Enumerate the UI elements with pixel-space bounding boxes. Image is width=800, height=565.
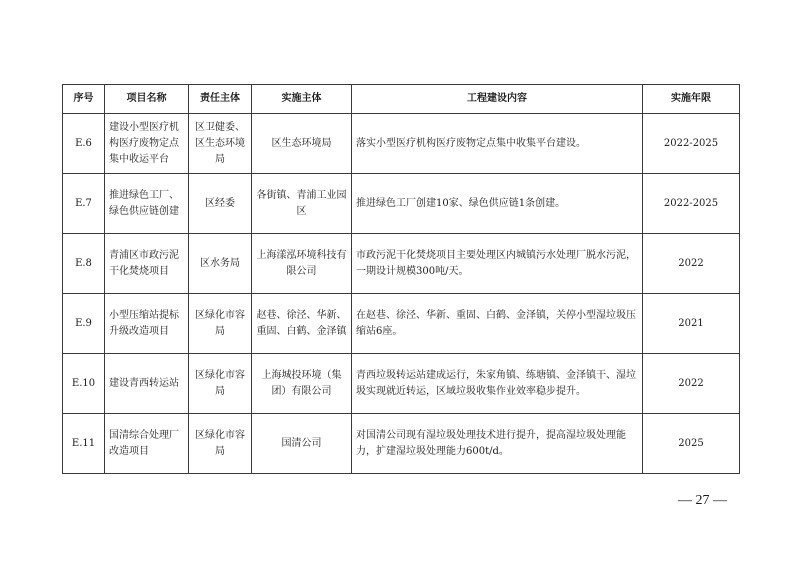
project-table	[62, 84, 740, 474]
cell-project-name: 小型压缩站提标升级改造项目	[105, 294, 189, 354]
cell-period: 2025	[643, 414, 740, 474]
cell-implementer: 国清公司	[252, 414, 352, 474]
cell-responsible: 区水务局	[189, 234, 252, 294]
table-header-row	[63, 85, 740, 114]
cell-responsible: 区卫健委、区生态环境局	[189, 114, 252, 174]
cell-period: 2022	[643, 354, 740, 414]
cell-content: 市政污泥干化焚烧项目主要处理区内城镇污水处理厂脱水污泥，一期设计规模300吨/天。	[352, 234, 643, 294]
cell-index: E.6	[63, 114, 105, 174]
cell-responsible: 区绿化市容局	[189, 294, 252, 354]
cell-responsible: 区经委	[189, 174, 252, 234]
table-row	[63, 114, 740, 174]
header-implementer: 实施主体	[252, 85, 352, 114]
header-responsible: 责任主体	[189, 85, 252, 114]
cell-implementer: 上海漾泓环境科技有限公司	[252, 234, 352, 294]
cell-period: 2022-2025	[643, 174, 740, 234]
table-row	[63, 294, 740, 354]
cell-project-name: 推进绿色工厂、绿色供应链创建	[105, 174, 189, 234]
cell-period: 2022	[643, 234, 740, 294]
cell-content: 在赵巷、徐泾、华新、重固、白鹤、金泽镇，关停小型湿垃圾压缩站6座。	[352, 294, 643, 354]
cell-project-name: 建设小型医疗机构医疗废物定点集中收运平台	[105, 114, 189, 174]
cell-project-name: 国清综合处理厂改造项目	[105, 414, 189, 474]
table-row	[63, 354, 740, 414]
cell-responsible: 区绿化市容局	[189, 414, 252, 474]
table-row	[63, 174, 740, 234]
cell-content: 推进绿色工厂创建10家、绿色供应链1条创建。	[352, 174, 643, 234]
cell-implementer: 赵巷、徐泾、华新、重固、白鹤、金泽镇	[252, 294, 352, 354]
cell-index: E.8	[63, 234, 105, 294]
cell-implementer: 上海城投环境（集团）有限公司	[252, 354, 352, 414]
cell-implementer: 区生态环境局	[252, 114, 352, 174]
cell-period: 2021	[643, 294, 740, 354]
header-index: 序号	[63, 85, 105, 114]
header-period: 实施年限	[643, 85, 740, 114]
cell-index: E.10	[63, 354, 105, 414]
cell-project-name: 青浦区市政污泥干化焚烧项目	[105, 234, 189, 294]
header-project-name: 项目名称	[105, 85, 189, 114]
cell-content: 落实小型医疗机构医疗废物定点集中收集平台建设。	[352, 114, 643, 174]
cell-content: 青西垃圾转运站建成运行，朱家角镇、练塘镇、金泽镇干、湿垃圾实现就近转运，区域垃圾收集作业效率稳步提升。	[352, 354, 643, 414]
cell-content: 对国清公司现有湿垃圾处理技术进行提升，提高湿垃圾处理能力，扩建湿垃圾处理能力600t/d。	[352, 414, 643, 474]
page-number: — 27 —	[678, 493, 727, 508]
cell-index: E.11	[63, 414, 105, 474]
cell-index: E.7	[63, 174, 105, 234]
cell-implementer: 各街镇、青浦工业园区	[252, 174, 352, 234]
cell-period: 2022-2025	[643, 114, 740, 174]
cell-index: E.9	[63, 294, 105, 354]
table-row	[63, 414, 740, 474]
cell-responsible: 区绿化市容局	[189, 354, 252, 414]
cell-project-name: 建设青西转运站	[105, 354, 189, 414]
table-row	[63, 234, 740, 294]
header-content: 工程建设内容	[352, 85, 643, 114]
